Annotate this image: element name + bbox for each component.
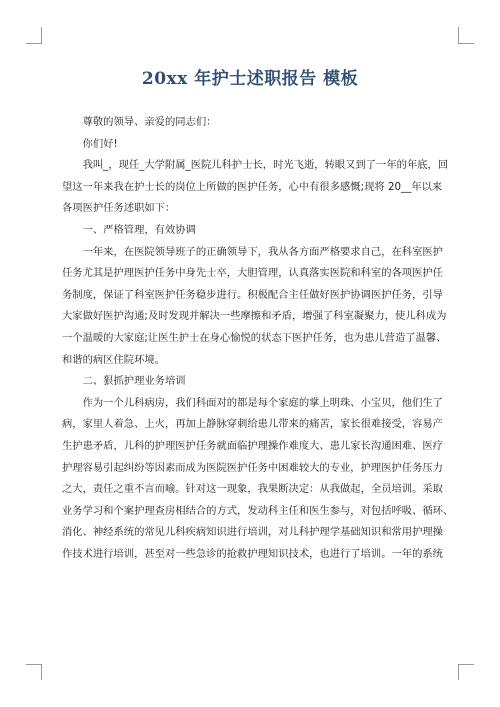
- intro-line: 我叫_，现任_大学附属_医院儿科护士长，时光飞逝，转眼又到了一年的年底，回: [82, 159, 449, 172]
- section2-line: 病，家里人着急、上火，再加上静脉穿刺给患儿带来的痛苦，家长很难接受，容易产: [62, 418, 443, 431]
- salutation: 尊敬的领导、亲爱的同志们：: [82, 116, 217, 128]
- section2-line: 之大，责任之重不言而喻。针对这一现象，我果断决定：从我做起，全员培训。采取: [62, 483, 443, 496]
- section2-line: 护理容易引起纠纷等因素而成为医院医护任务中困难较大的专业，护理医护任务压力: [62, 461, 443, 474]
- section2-line: 作为一个儿科病房，我们科面对的都是每个家庭的掌上明珠、小宝贝，他们生了: [82, 396, 443, 409]
- section1-line: 一年来，在医院领导班子的正确领导下，我从各方面严格要求自己，在科室医护: [82, 245, 443, 258]
- section2-line: 生护患矛盾，儿科的护理医护任务就面临护理操作难度大、患儿家长沟通困难、医疗: [62, 439, 443, 452]
- section2-line: 消化、神经系统的常见儿科疾病知识进行培训，对儿科护理学基础知识和常用护理操: [62, 526, 443, 539]
- crop-mark-bottom-right-h: [458, 664, 474, 665]
- greeting: 你们好!: [82, 137, 118, 150]
- section-heading-1: 一、严格管理，有效协调: [82, 223, 196, 236]
- section1-line: 务制度，保证了科室医护任务稳步进行。积极配合主任做好医护协调医护任务，引导: [62, 288, 443, 301]
- section1-paragraph: [62, 242, 447, 372]
- section2-paragraph: [62, 393, 454, 566]
- intro-line: 望这一年来我在护士长的岗位上所做的医护任务，心中有很多感慨;现将 20__年以来: [62, 180, 443, 193]
- crop-mark-top-right-h: [458, 43, 474, 44]
- document-title: 20xx 年护士述职报告 模板: [141, 69, 359, 89]
- section2-line: 业务学习和个案护理查房相结合的方式，发动科主任和医生参与，对包括呼吸、循环、: [62, 504, 454, 517]
- section2-line: 作技术进行培训，甚至对一些急诊的抢救护理知识技术，也进行了培训。一年的系统: [62, 547, 443, 560]
- intro-paragraph: [62, 155, 449, 220]
- crop-mark-bottom-left-h: [26, 664, 42, 665]
- crop-mark-top-left-h: [26, 43, 42, 44]
- crop-mark-bottom-left: [41, 664, 42, 680]
- section1-line: 一个温暖的大家庭;让医生护士在身心愉悦的状态下医护任务，也为患儿营造了温馨、: [62, 331, 447, 344]
- intro-line: 各项医护任务述职如下：: [62, 202, 176, 215]
- section-heading-2: 二、狠抓护理业务培训: [82, 375, 186, 388]
- section1-line: 大家做好医护沟通;及时发现并解决一些摩擦和矛盾，增强了科室凝聚力，使儿科成为: [62, 310, 447, 323]
- section1-line: 任务尤其是护理医护任务中身先士卒，大胆管理，认真落实医院和科室的各项医护任: [62, 267, 443, 280]
- crop-mark-top-right: [458, 27, 459, 43]
- crop-mark-bottom-right: [458, 664, 459, 680]
- document-body: [62, 112, 454, 565]
- crop-mark-top-left: [41, 27, 42, 43]
- section1-line: 和谐的病区住院环境。: [62, 353, 165, 366]
